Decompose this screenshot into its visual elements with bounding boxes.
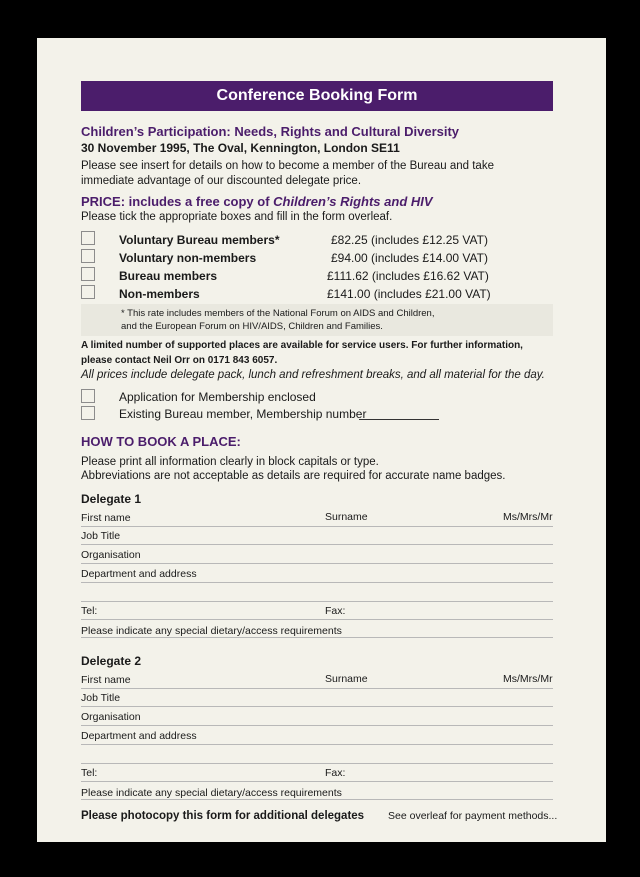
- price-value: £82.25 (includes £12.25 VAT): [331, 233, 488, 247]
- checkbox-non-members[interactable]: [81, 285, 95, 299]
- limited-places-line-2: please contact Neil Orr on 0171 843 6057.: [81, 355, 278, 366]
- delegate-2-address-field[interactable]: [81, 744, 553, 745]
- delegate-1-dietary-field[interactable]: [81, 637, 553, 638]
- delegate-1-organisation-field[interactable]: [81, 563, 553, 564]
- job-title-label: Job Title: [81, 692, 121, 704]
- all-prices-note: All prices include delegate pack, lunch and refreshment breaks, and all material for the day.: [81, 369, 545, 381]
- checkbox-bureau-members[interactable]: [81, 267, 95, 281]
- price-label: Bureau members: [119, 269, 218, 283]
- delegate-2-job-field[interactable]: [81, 706, 553, 707]
- dietary-label: Please indicate any special dietary/access requirements: [81, 625, 342, 637]
- surname-label: Surname: [325, 511, 368, 523]
- price-value: £141.00 (includes £21.00 VAT): [327, 287, 491, 301]
- photocopy-note: Please photocopy this form for additional delegates: [81, 810, 365, 822]
- dietary-label: Please indicate any special dietary/access requirements: [81, 787, 342, 799]
- limited-places-line-1: A limited number of supported places are available for service users. For further information,: [81, 340, 523, 351]
- price-value: £111.62 (includes £16.62 VAT): [327, 269, 489, 283]
- price-instructions: Please tick the appropriate boxes and fill in the form overleaf.: [81, 211, 393, 223]
- price-label: Voluntary non-members: [119, 251, 257, 265]
- checkbox-membership-application[interactable]: [81, 389, 95, 403]
- footnote-line-2: and the European Forum on HIV/AIDS, Children and Families.: [121, 321, 383, 332]
- checkbox-voluntary-bureau-members[interactable]: [81, 231, 95, 245]
- price-label: Voluntary Bureau members*: [119, 233, 280, 247]
- price-label: Non-members: [119, 287, 200, 301]
- delegate-2-name-field[interactable]: [81, 688, 553, 689]
- organisation-label: Organisation: [81, 711, 141, 723]
- delegate-1-phone-field[interactable]: [81, 619, 553, 620]
- checkbox-existing-member[interactable]: [81, 406, 95, 420]
- organisation-label: Organisation: [81, 549, 141, 561]
- delegate-1-heading: Delegate 1: [81, 492, 142, 506]
- price-heading: [81, 194, 433, 209]
- booking-form-page: [37, 38, 606, 842]
- intro-line-2: immediate advantage of our discounted delegate price.: [81, 175, 362, 187]
- how-to-book-heading: HOW TO BOOK A PLACE:: [81, 434, 241, 449]
- form-banner: Conference Booking Form: [81, 81, 553, 111]
- intro-line-1: Please see insert for details on how to become a member of the Bureau and take: [81, 160, 494, 172]
- first-name-label: First name: [81, 512, 131, 524]
- delegate-1-name-field[interactable]: [81, 526, 553, 527]
- price-heading-text: PRICE: includes a free copy of: [81, 194, 274, 209]
- fax-label: Fax:: [325, 767, 346, 779]
- title-options-label: Ms/Mrs/Mr: [503, 673, 553, 685]
- delegate-1-address-field-2[interactable]: [81, 601, 553, 602]
- tel-label: Tel:: [81, 767, 98, 779]
- option-label: Application for Membership enclosed: [119, 390, 316, 404]
- tel-label: Tel:: [81, 605, 98, 617]
- delegate-2-dietary-field[interactable]: [81, 799, 553, 800]
- surname-label: Surname: [325, 673, 368, 685]
- payment-methods-note: See overleaf for payment methods...: [388, 810, 558, 822]
- footnote-line-1: * This rate includes members of the National Forum on AIDS and Children,: [121, 308, 435, 319]
- first-name-label: First name: [81, 674, 131, 686]
- delegate-1-job-field[interactable]: [81, 544, 553, 545]
- option-label: Existing Bureau member, Membership number: [119, 407, 367, 421]
- how-to-book-line-1: Please print all information clearly in block capitals or type.: [81, 456, 379, 468]
- delegate-2-phone-field[interactable]: [81, 781, 553, 782]
- title-options-label: Ms/Mrs/Mr: [503, 511, 553, 523]
- delegate-2-heading: Delegate 2: [81, 654, 142, 668]
- membership-number-field[interactable]: [359, 419, 439, 420]
- address-label: Department and address: [81, 568, 197, 580]
- delegate-2-address-field-2[interactable]: [81, 763, 553, 764]
- book-title: Children’s Rights and HIV: [273, 194, 433, 209]
- address-label: Department and address: [81, 730, 197, 742]
- conference-title: Children’s Participation: Needs, Rights and Cultural Diversity: [81, 124, 460, 139]
- delegate-1-address-field[interactable]: [81, 582, 553, 583]
- job-title-label: Job Title: [81, 530, 121, 542]
- how-to-book-line-2: Abbreviations are not acceptable as details are required for accurate name badges.: [81, 470, 506, 482]
- checkbox-voluntary-non-members[interactable]: [81, 249, 95, 263]
- price-value: £94.00 (includes £14.00 VAT): [331, 251, 488, 265]
- conference-date-venue: 30 November 1995, The Oval, Kennington, London SE11: [81, 141, 400, 155]
- delegate-2-organisation-field[interactable]: [81, 725, 553, 726]
- fax-label: Fax:: [325, 605, 346, 617]
